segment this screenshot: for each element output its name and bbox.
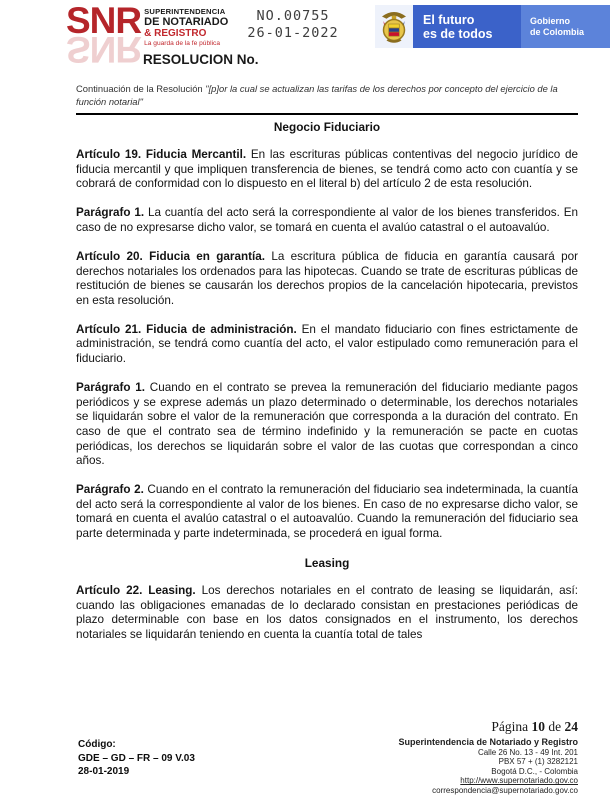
org-website-link[interactable]: http://www.supernotariado.gov.co [460,776,578,786]
logo-tagline: La guarda de la fe pública [144,39,221,47]
section-heading: Leasing [304,556,350,571]
body-paragraph: Artículo 21. Fiducia de administración. En el mandato fiduciario con fines estrictamente de administración, se tendrá como cuantía del acto, el valor estipulado como remuneración para el fiduciario. [76,322,578,366]
paragraph-lead: Artículo 22. Leasing. [76,584,202,598]
continuation-quote: "[p]or la cual se actualizan las tarifas de los derechos por concepto del ejercicio de la función notarial" [76,83,558,107]
body-paragraph: Artículo 20. Fiducia en garantía. La escritura pública de fiducia en garantía causará por derechos notariales los ordenados para las hipotecas. Cuando se trate de escrituras públicas de restitución de bienes se causarán los derechos propios de la cancelación hipotecaria, previstos en esta resolución. [76,249,578,307]
body-paragraph: Parágrafo 2. Cuando en el contrato la remuneración del fiduciario sea indeterminada, la cuantía del acto será la correspondiente al valor de los bienes. En caso de no expresarse dicho valor, se tomará en cuenta el avalúo catastral o el autoavalúo. Cuando la remuneración del fiduciario sea parte determinada y parte indeterminada, se procederá en igual forma. [76,483,578,540]
paragraph-lead: Parágrafo 2. [76,483,148,497]
page-word: Página [491,719,532,734]
snr-acronym: SNR [66,0,142,41]
resolution-title: RESOLUCION No. [143,52,259,67]
banner-gov-line2: de Colombia [530,26,585,37]
org-city: Bogotá D.C., - Colombia [491,766,578,776]
document-number: NO.00755 [256,8,330,24]
body-paragraph: Parágrafo 1. La cuantía del acto será la correspondiente al valor de los bienes transferidos. En caso de no expresarse dicho valor, se tomará en cuenta el avalúo catastral o el autoavalúo. [76,206,578,234]
body-paragraph: Artículo 19. Fiducia Mercantil. En las escrituras públicas contentivas del negocio jurídico de fiducia mercantil y que impliquen transferencia de bienes, se tendrá como acto con cuantía y se cobrará de conformidad con lo dispuesto en el literal b) del artículo 2 de esta resolución. [76,148,578,191]
body-paragraph: Artículo 22. Leasing. Los derechos notariales en el contrato de leasing se liquidarán, así: cuando las obligaciones emanadas de lo declarado consistan en prestaciones periódicas de plazo determinable con base en los datos consignados en el instrumento, los derechos notariales se liquidarán teniendo en cuenta la cuantía total de tales [76,584,578,641]
org-email: correspondencia@supernotariado.gov.co [432,785,578,795]
code-label: Código: [78,739,116,750]
logo-line-registro: & REGISTRO [144,27,207,39]
paragraph-lead: Parágrafo 1. [76,381,150,395]
snr-acronym-reflection: SNR [66,29,142,70]
document-body [76,120,578,657]
logo-line-de-notariado: DE NOTARIADO [144,15,229,28]
continuation-prefix: Continuación de la Resolución [76,83,206,94]
continuation-note [76,83,578,115]
paragraph-lead: Artículo 20. Fiducia en garantía. [76,249,272,263]
banner-slogan [413,5,521,48]
code-date: 28-01-2019 [78,766,130,777]
document-date: 26-01-2022 [247,25,339,41]
section-heading: Negocio Fiduciario [273,120,381,134]
colombia-coat-of-arms-icon [375,5,413,48]
banner-slogan-line2: es de todos [423,26,493,41]
org-name: Superintendencia de Notariado y Registro [398,737,578,747]
page-indicator [491,719,578,735]
body-paragraph: Parágrafo 1. Cuando en el contrato se prevea la remuneración del fiduciario mediante pagos periódicos y se exprese además un plazo determinado o determinable, los derechos notariales se liquidarán sobre el valor de la remuneración que corresponda a la duración del contrato. En caso de que el contrato sea de término indefinido y la remuneración se pacte en cuotas periódicas, los derechos se liquidarán sobre el valor de las cuotas que correspondan a cinco años. [76,381,578,468]
paragraph-lead: Artículo 21. Fiducia de administración. [76,322,302,336]
org-address: Calle 26 No. 13 - 49 Int. 201 [477,747,578,757]
page-total: 24 [564,719,578,734]
snr-logo-letters [66,0,142,70]
logo-line-superintendencia: SUPERINTENDENCIA [144,7,226,16]
banner-slogan-line1: El futuro [423,12,475,27]
paragraph-lead: Parágrafo 1. [76,206,148,220]
banner-gov-line1: Gobierno [530,16,570,26]
org-pbx: PBX 57 + (1) 3282121 [498,757,578,767]
code-value: GDE – GD – FR – 09 V.03 [78,752,195,764]
paragraph-lead: Artículo 19. Fiducia Mercantil. [76,148,251,161]
banner-government [521,5,610,48]
document-number-block [214,8,372,42]
government-banner [375,5,610,48]
page-current: 10 [531,719,545,734]
footer-code-block [78,738,195,779]
page-separator: de [545,719,565,734]
footer-contact-block [398,738,578,796]
